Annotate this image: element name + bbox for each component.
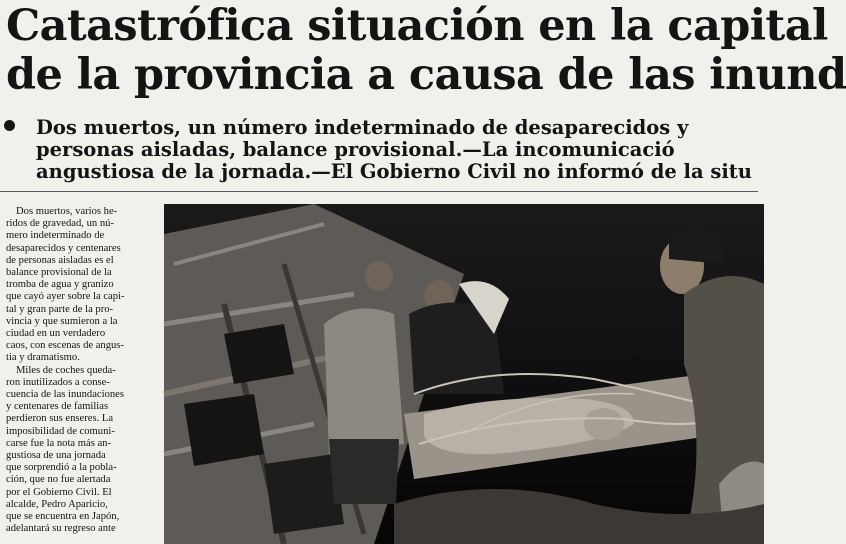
body-line: imposibilidad de comuni- [6,425,115,437]
body-line: ridos de gravedad, un nú- [6,218,114,230]
body-line: de personas aisladas es el [6,254,114,266]
headline-line-2: de la provincia a causa de las inund [6,50,846,100]
body-line: tia y dramatismo. [6,352,80,364]
subheadline-line-3: angustiosa de la jornada.—El Gobierno Civil no informó de la situ [36,160,752,183]
body-line: perdieron sus enseres. La [6,413,114,425]
body-line: que sorprendió a la pobla- [6,462,117,474]
subheadline-line-1: Dos muertos, un número indeterminado de desaparecidos y [36,116,689,139]
subheadline-line-2: personas aisladas, balance provisional.—La incomunicació [36,138,675,161]
article-body [6,206,154,535]
body-line: tal y gran parte de la pro- [6,303,114,315]
body-line: que cayó ayer sobre la capi- [6,291,125,303]
headline-line-1: Catastrófica situación en la capital [6,1,828,51]
body-line: gustiosa de una jornada [6,450,106,462]
body-line: ron inutilizados a conse- [6,376,110,388]
divider-rule [0,191,758,192]
news-photo [164,204,764,544]
body-line: y centenares de familias [6,401,109,413]
body-line: ción, que no fue alertada [6,474,111,486]
body-line: caos, con escenas de angus- [6,340,124,352]
subheadline [36,117,776,183]
headline [6,1,846,100]
body-line: balance provisional de la [6,267,112,279]
body-line: desaparecidos y centenares [6,242,121,254]
rescuer-body [324,308,404,454]
body-line: por el Gobierno Civil. El [6,486,112,498]
body-line: Dos muertos, varios he- [16,206,118,217]
body-line: tromba de agua y granizo [6,279,114,291]
flood-rescue-photo [164,204,764,544]
body-line: Miles de coches queda- [16,364,116,376]
body-line: mero indeterminado de [6,230,105,242]
rescuer-head [365,261,393,291]
body-line: adelantará su regreso ante [6,523,116,535]
body-line: alcalde, Pedro Aparicio, [6,498,108,510]
body-line: carse fue la nota más an- [6,437,112,449]
body-line: vincia y que sumieron a la [6,315,118,327]
body-line: cuencia de las inundaciones [6,389,124,401]
bullet-icon [4,120,15,131]
body-line: que se encuentra en Japón, [6,511,120,523]
body-line: ciudad en un verdadero [6,328,106,340]
